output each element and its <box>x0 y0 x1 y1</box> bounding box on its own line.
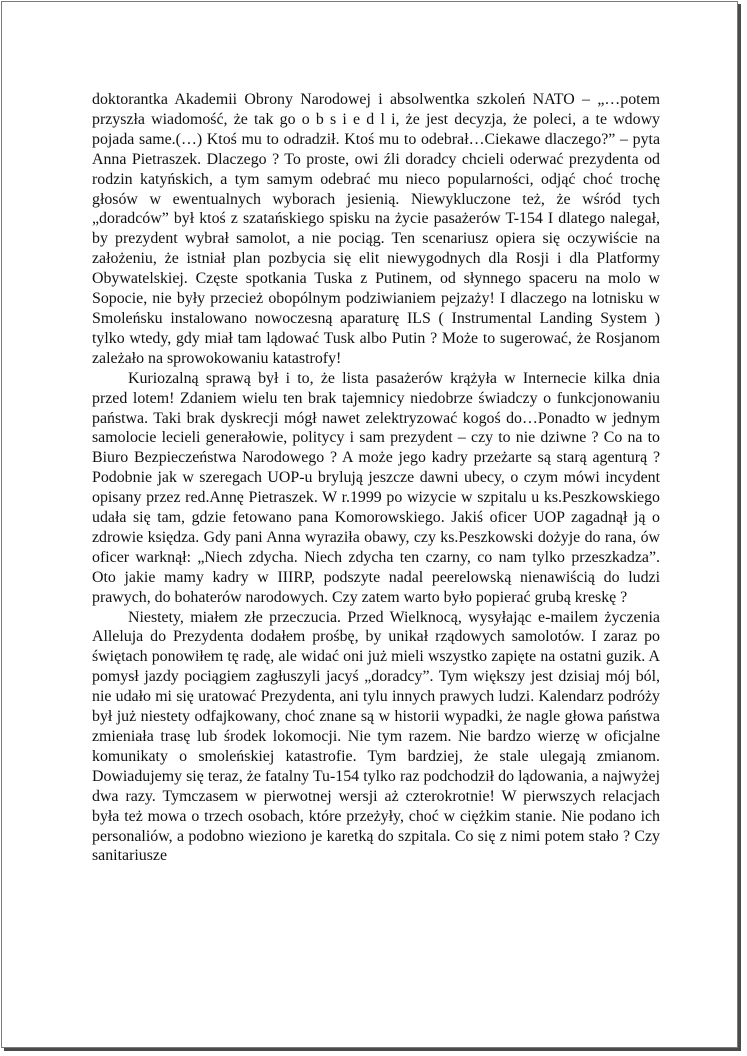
paragraph-3: Niestety, miałem złe przeczucia. Przed Wielknocą, wysyłając e-mailem życzenia Alleluja do Prezydenta dodałem prośbę, by unikał rządowych samolotów. I zaraz po świętach ponowiłem tę radę, ale widać oni już mieli wszystko zapięte na ostatni guzik. A pomysł jazdy pociągiem zagłuszyli jacyś „doradcy”. Tym większy jest dzisiaj mój ból, nie udało mi się uratować Prezydenta, ani tylu innych prawych ludzi. Kalendarz podróży był już niestety odfajkowany, choć znane są w historii wypadki, że nagle głowa państwa zmieniała trasę lub środek lokomocji. Nie tym razem. Nie bardzo wierzę w oficjalne komunikaty o smoleńskiej katastrofie. Tym bardziej, że stale ulegają zmianom. Dowiadujemy się teraz, że fatalny Tu-154 tylko raz podchodził do lądowania, a najwyżej dwa razy. Tymczasem w pierwotnej wersji aż czterokrotnie! W pierwszych relacjach była też mowa o trzech osobach, które przeżyły, choć w ciężkim stanie. Nie podano ich personaliów, a podobno wieziono je karetką do szpitala. Co się z nimi potem stało ? Czy sanitariusze <box>92 608 660 865</box>
paragraph-2: Kuriozalną sprawą był i to, że lista pasażerów krążyła w Internecie kilka dnia przed lotem! Zdaniem wielu ten brak tajemnicy niedobrze świadczy o funkcjonowaniu państwa. Taki brak dyskrecji mógł nawet zelektryzować kogoś do…Ponadto w jednym samolocie lecieli generałowie, politycy i sam prezydent – czy to nie dziwne ? Co na to Biuro Bezpieczeństwa Narodowego ? A może jego kadry przeżarte są starą agenturą ? Podobnie jak w szeregach UOP-u brylują jeszcze dawni ubecy, o czym mówi incydent opisany przez red.Annę Pietraszek. W r.1999 po wizycie w szpitalu u ks.Peszkowskiego udała się tam, gdzie fetowano pana Komorowskiego. Jakiś oficer UOP zagadnął ją o zdrowie księdza. Gdy pani Anna wyraziła obawy, czy ks.Peszkowski dożyje do rana, ów oficer warknął: „Niech zdycha. Niech zdycha ten czarny, co nam tylko przeszkadza”. Oto jakie mamy kadry w IIIRP, podszyte nadal peerelowską nienawiścią do ludzi prawych, do bohaterów narodowych. Czy zatem warto było popierać grubą kreskę ? <box>92 369 660 606</box>
document-body <box>92 90 660 866</box>
paragraph-1: doktorantka Akademii Obrony Narodowej i absolwentka szkoleń NATO – „…potem przyszła wiadomość, że tak go o b s i e d l i, że jest decyzja, że poleci, a te wdowy pojada same.(…) Ktoś mu to odradził. Ktoś mu to odebrał…Ciekawe dlaczego?” – pyta Anna Pietraszek. Dlaczego ? To proste, owi źli doradcy chcieli oderwać prezydenta od rodzin katyńskich, a tym samym odebrać mu nieco popularności, odjąć choć trochę głosów w ewentualnych wyborach jesienią. Niewykluczone też, że wśród tych „doradców” był ktoś z szatańskiego spisku na życie pasażerów T-154 I dlatego nalegał, by prezydent wybrał samolot, a nie pociąg. Ten scenariusz opiera się oczywiście na założeniu, że istniał plan pozbycia się elit niewygodnych dla Rosji i dla Platformy Obywatelskiej. Częste spotkania Tuska z Putinem, od słynnego spaceru na molo w Sopocie, nie były przecież obopólnym podziwianiem pejzażу! I dlaczego na lotnisku w Smoleńsku instalowano nowoczesną aparaturę ILS ( Instrumental Landing System ) tylko wtedy, gdy miał tam lądować Tusk albo Putin ? Może to sugerować, że Rosjanom zależało na sprowokowaniu katastrofy! <box>92 91 660 367</box>
document-page <box>1 1 738 1048</box>
